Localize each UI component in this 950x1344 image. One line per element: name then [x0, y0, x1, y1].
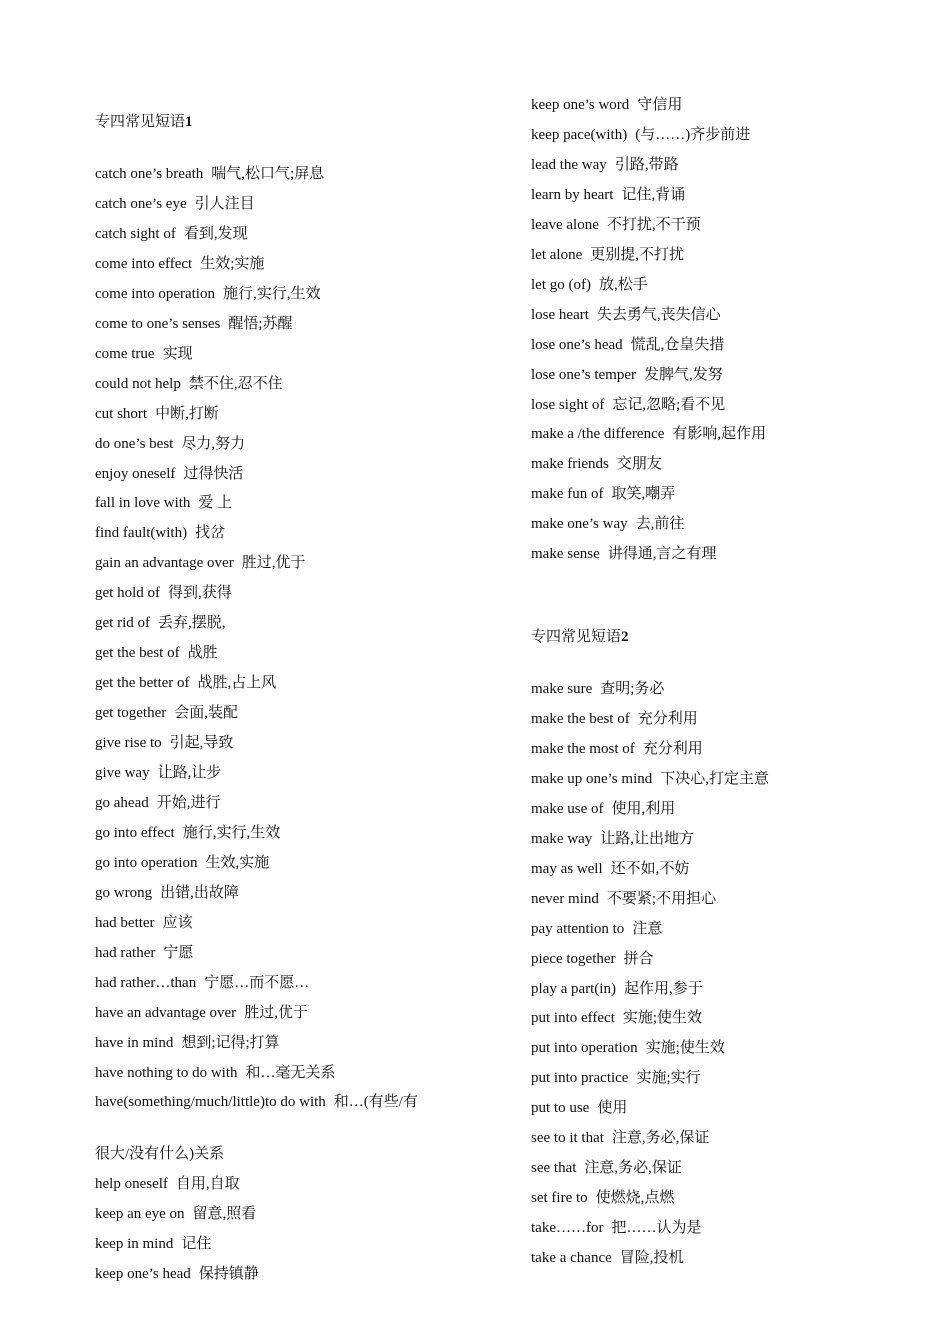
phrase-text: have nothing to do with [95, 1064, 238, 1081]
phrase-text: come true [95, 345, 155, 362]
phrase-meaning: 想到;记得;打算 [181, 1034, 280, 1051]
phrase-meaning: 下决心,打定主意 [660, 770, 769, 787]
phrase-text: set fire to [531, 1190, 588, 1207]
phrase-text: let go (of) [531, 276, 591, 293]
phrase-meaning: 开始,进行 [156, 794, 221, 811]
phrase-entry [95, 973, 309, 993]
phrase-text: keep an eye on [95, 1205, 185, 1222]
phrase-meaning: 宁愿 [163, 944, 194, 961]
phrase-meaning: 喘气,松口气;屏息 [211, 166, 325, 182]
phrase-text: do one’s best [95, 435, 174, 452]
phrase-entry [95, 673, 276, 693]
phrase-entry [531, 1038, 725, 1058]
phrase-entry [95, 254, 264, 274]
phrase-text: lose sight of [531, 396, 605, 413]
phrase-text: go into effect [95, 824, 175, 841]
phrase-entry [95, 314, 293, 334]
phrase-meaning: 去,前往 [635, 516, 685, 533]
phrase-entry [95, 1063, 336, 1083]
heading-number: 1 [185, 114, 193, 130]
phrase-text: enjoy oneself [95, 465, 176, 482]
phrase-meaning: 实现 [162, 345, 193, 362]
phrase-entry [95, 1033, 280, 1053]
phrase-meaning: 更别提,不打扰 [590, 246, 684, 263]
phrase-entry [531, 365, 723, 385]
phrase-entry [95, 493, 232, 513]
phrase-meaning: 让路,让步 [157, 765, 222, 781]
phrase-text: keep pace(with) [531, 126, 628, 143]
phrase-entry [95, 763, 221, 783]
phrase-entry [95, 404, 219, 424]
phrase-meaning: 不打扰,不干预 [606, 216, 701, 233]
phrase-text: have an advantage over [95, 1004, 237, 1021]
phrase-text: get rid of [95, 615, 150, 632]
phrase-entry [95, 194, 255, 214]
phrase-entry [531, 769, 769, 789]
phrase-meaning: 和…(有些/有 [333, 1094, 418, 1111]
phrase-entry [531, 679, 664, 699]
phrase-meaning: 丢弃,摆脱, [157, 615, 226, 632]
phrase-meaning: 得到,获得 [168, 585, 232, 602]
phrase-meaning: 中断,打断 [155, 405, 219, 422]
heading-text: 专四常见短语 [95, 114, 186, 130]
phrase-text: go ahead [95, 794, 149, 811]
phrase-meaning: 看到,发现 [183, 225, 248, 242]
phrase-meaning: 出错,出故障 [160, 884, 239, 901]
phrase-meaning: 注意,务必,保证 [584, 1160, 682, 1177]
phrase-entry [95, 703, 238, 723]
phrase-entry [95, 464, 243, 484]
phrase-meaning: 交朋友 [616, 456, 662, 473]
phrase-text: lead the way [531, 156, 607, 173]
phrase-entry [531, 125, 750, 145]
section-heading-1 [95, 112, 193, 132]
phrase-text: have in mind [95, 1034, 174, 1051]
phrase-entry [95, 643, 218, 663]
phrase-meaning: 会面,装配 [174, 705, 238, 722]
phrase-entry [531, 859, 689, 879]
phrase-meaning: 有影响,起作用 [672, 426, 767, 443]
phrase-text: give rise to [95, 735, 162, 752]
phrase-entry [531, 799, 675, 819]
phrase-entry [95, 733, 233, 753]
phrase-text: had better [95, 914, 155, 931]
phrase-meaning: 注意,务必,保证 [611, 1130, 710, 1147]
phrase-meaning: 禁不住,忍不住 [188, 375, 283, 392]
phrase-text: let alone [531, 246, 583, 263]
phrase-meaning: 引路,带路 [614, 156, 679, 173]
phrase-meaning: 失去勇气,丧失信心 [596, 306, 721, 323]
phrase-meaning: 发脾气,发努 [643, 366, 723, 383]
phrase-text: piece together [531, 950, 616, 967]
phrase-meaning: 战胜 [187, 645, 218, 662]
phrase-entry [95, 553, 305, 573]
phrase-entry [531, 1098, 627, 1118]
phrase-meaning: 放,松手 [598, 276, 648, 293]
phrase-entry [95, 284, 320, 304]
phrase-meaning: 胜过,优于 [244, 1004, 308, 1021]
phrase-text: find fault(with) [95, 525, 188, 542]
phrase-entry [95, 913, 193, 933]
phrase-text: come into operation [95, 285, 215, 302]
phrase-entry [531, 1218, 702, 1238]
phrase-text: lose heart [531, 306, 589, 323]
phrase-meaning: 还不如,不妨 [610, 860, 690, 877]
phrase-text: gain an advantage over [95, 555, 234, 572]
phrase-meaning: 不要紧;不用担心 [606, 890, 717, 907]
phrase-text: make sense [531, 546, 600, 563]
phrase-entry [95, 434, 245, 454]
phrase-meaning: 和…毫无关系 [245, 1064, 336, 1081]
phrase-meaning: 引人注目 [194, 195, 255, 212]
phrase-entry [531, 1248, 684, 1268]
phrase-entry [531, 829, 694, 849]
phrase-meaning: 应该 [162, 914, 193, 931]
phrase-text: go into operation [95, 854, 198, 871]
phrase-entry [531, 514, 684, 534]
phrase-entry [531, 275, 648, 295]
phrase-meaning: 实施;使生效 [622, 1010, 703, 1027]
phrase-entry [531, 185, 685, 205]
phrase-text: may as well [531, 860, 603, 877]
phrase-meaning: 爱 上 [198, 495, 233, 512]
phrase-text: take a chance [531, 1250, 612, 1267]
phrase-meaning: (与……)齐步前进 [635, 126, 751, 143]
phrase-meaning: 留意,照看 [192, 1205, 257, 1222]
phrase-entry [95, 793, 221, 813]
phrase-entry [531, 335, 724, 355]
phrase-text: see that [531, 1160, 577, 1177]
phrase-meaning: 拼合 [623, 950, 654, 967]
phrase-entry [531, 484, 675, 504]
phrase-entry [95, 523, 225, 543]
phrase-text: pay attention to [531, 920, 625, 937]
phrase-entry [531, 1068, 701, 1088]
phrase-text: put into operation [531, 1040, 638, 1057]
phrase-meaning: 慌乱,仓皇失措 [630, 336, 725, 353]
phrase-text: put into practice [531, 1070, 629, 1087]
phrase-text: make the most of [531, 740, 635, 757]
heading-number: 2 [621, 629, 629, 645]
phrase-meaning: 自用,自取 [175, 1176, 240, 1192]
phrase-entry [531, 424, 766, 444]
phrase-text: get together [95, 705, 167, 722]
continuation-line: 很大/没有什么)关系 [95, 1146, 225, 1162]
phrase-entry [531, 305, 721, 325]
phrase-meaning: 让路,让出地方 [600, 830, 694, 847]
phrase-entry [95, 224, 248, 244]
phrase-meaning: 讲得通,言之有理 [607, 546, 717, 563]
phrase-entry [95, 344, 193, 364]
phrase-meaning: 取笑,嘲弄 [611, 486, 676, 503]
phrase-meaning: 战胜,占上风 [197, 675, 277, 692]
phrase-meaning: 尽力,努力 [181, 435, 246, 452]
phrase-entry [531, 155, 679, 175]
phrase-entry [531, 544, 717, 564]
phrase-meaning: 起作用,参于 [623, 980, 703, 997]
phrase-text: see to it that [531, 1130, 604, 1147]
phrase-meaning: 充分利用 [642, 740, 703, 757]
phrase-text: make the best of [531, 710, 630, 727]
phrase-entry [531, 889, 716, 909]
phrase-text: put to use [531, 1100, 590, 1117]
phrase-entry [95, 943, 193, 963]
phrase-entry [95, 374, 283, 394]
phrase-text: cut short [95, 405, 148, 422]
phrase-text: keep one’s word [531, 97, 630, 113]
phrase-entry [95, 1092, 418, 1112]
phrase-entry [95, 164, 324, 184]
phrase-entry [531, 1188, 674, 1208]
phrase-entry [95, 853, 269, 873]
phrase-text: had rather [95, 944, 156, 961]
phrase-text: learn by heart [531, 186, 614, 203]
phrase-text: make use of [531, 800, 604, 817]
phrase-entry [531, 215, 701, 235]
phrase-entry [95, 583, 232, 603]
phrase-meaning: 注意 [632, 920, 663, 937]
phrase-entry [95, 823, 280, 843]
phrase-text: take……for [531, 1220, 604, 1237]
phrase-text: get hold of [95, 585, 160, 602]
phrase-text: keep in mind [95, 1235, 174, 1252]
phrase-entry [531, 1158, 682, 1178]
phrase-text: catch one’s breath [95, 166, 204, 182]
phrase-text: make fun of [531, 486, 604, 503]
phrase-text: come into effect [95, 255, 193, 272]
phrase-meaning: 引起,导致 [169, 735, 234, 752]
phrase-entry [531, 245, 684, 265]
phrase-entry [531, 1128, 709, 1148]
phrase-entry [95, 1174, 240, 1194]
phrase-meaning: 保持镇静 [198, 1265, 259, 1282]
phrase-text: could not help [95, 375, 181, 392]
phrase-text: play a part(in) [531, 980, 616, 997]
phrase-text: make a /the difference [531, 426, 665, 443]
phrase-text: put into effect [531, 1010, 615, 1027]
phrase-meaning: 生效,实施 [205, 854, 270, 871]
phrase-entry [531, 979, 703, 999]
phrase-entry [531, 395, 725, 415]
phrase-text: make sure [531, 681, 593, 697]
phrase-text: keep one’s head [95, 1265, 191, 1282]
phrase-text: had rather…than [95, 974, 197, 991]
phrase-meaning: 找岔 [195, 525, 226, 542]
phrase-meaning: 守信用 [637, 97, 683, 113]
phrase-text: lose one’s temper [531, 366, 636, 383]
phrase-entry [95, 1234, 211, 1254]
phrase-text: make up one’s mind [531, 770, 653, 787]
phrase-meaning: 胜过,优于 [241, 555, 306, 572]
heading-text: 专四常见短语 [531, 629, 622, 645]
phrase-meaning: 记住,背诵 [621, 186, 686, 203]
phrase-text: have(something/much/little)to do with [95, 1094, 326, 1111]
phrase-entry [95, 1003, 308, 1023]
phrase-meaning: 使用,利用 [611, 800, 676, 817]
phrase-entry [531, 919, 662, 939]
phrase-meaning: 实施;使生效 [645, 1040, 725, 1057]
phrase-entry [531, 1008, 702, 1028]
phrase-meaning: 使燃烧,点燃 [595, 1190, 675, 1207]
phrase-text: make one’s way [531, 516, 628, 533]
phrase-meaning: 使用 [597, 1100, 628, 1117]
phrase-meaning: 充分利用 [637, 710, 698, 727]
phrase-entry [531, 95, 682, 115]
phrase-text: make friends [531, 456, 609, 473]
phrase-meaning: 宁愿…而不愿… [204, 974, 310, 991]
phrase-meaning: 冒险,投机 [619, 1250, 684, 1267]
phrase-meaning: 施行,实行,生效 [182, 824, 281, 841]
phrase-entry [95, 1204, 256, 1224]
phrase-text: go wrong [95, 884, 153, 901]
phrase-text: never mind [531, 890, 599, 907]
phrase-text: catch sight of [95, 225, 176, 242]
phrase-meaning: 醒悟;苏醒 [228, 315, 293, 332]
phrase-entry [531, 454, 662, 474]
phrase-meaning: 把……认为是 [611, 1220, 702, 1237]
phrase-entry [531, 739, 703, 759]
phrase-text: give way [95, 765, 150, 781]
phrase-text: catch one’s eye [95, 195, 187, 212]
phrase-entry [531, 949, 654, 969]
phrase-text: lose one’s head [531, 336, 623, 353]
phrase-meaning: 查明;务必 [600, 681, 665, 697]
section-heading-2 [531, 627, 629, 647]
phrase-entry [531, 709, 698, 729]
phrase-entry [95, 613, 226, 633]
phrase-entry [95, 1264, 259, 1284]
phrase-text: fall in love with [95, 495, 191, 512]
phrase-text: get the best of [95, 645, 180, 662]
phrase-meaning: 施行,实行,生效 [222, 285, 321, 302]
phrase-meaning: 记住 [181, 1235, 212, 1252]
phrase-meaning: 忘记,忽略;看不见 [612, 396, 726, 413]
phrase-text: leave alone [531, 216, 599, 233]
phrase-meaning: 过得快活 [183, 465, 244, 482]
phrase-text: get the better of [95, 675, 190, 692]
phrase-text: come to one’s senses [95, 315, 221, 332]
phrase-text: help oneself [95, 1176, 168, 1192]
phrase-text: make way [531, 830, 593, 847]
phrase-meaning: 实施;实行 [636, 1070, 701, 1087]
phrase-meaning: 生效;实施 [200, 255, 265, 272]
phrase-entry [95, 883, 239, 903]
